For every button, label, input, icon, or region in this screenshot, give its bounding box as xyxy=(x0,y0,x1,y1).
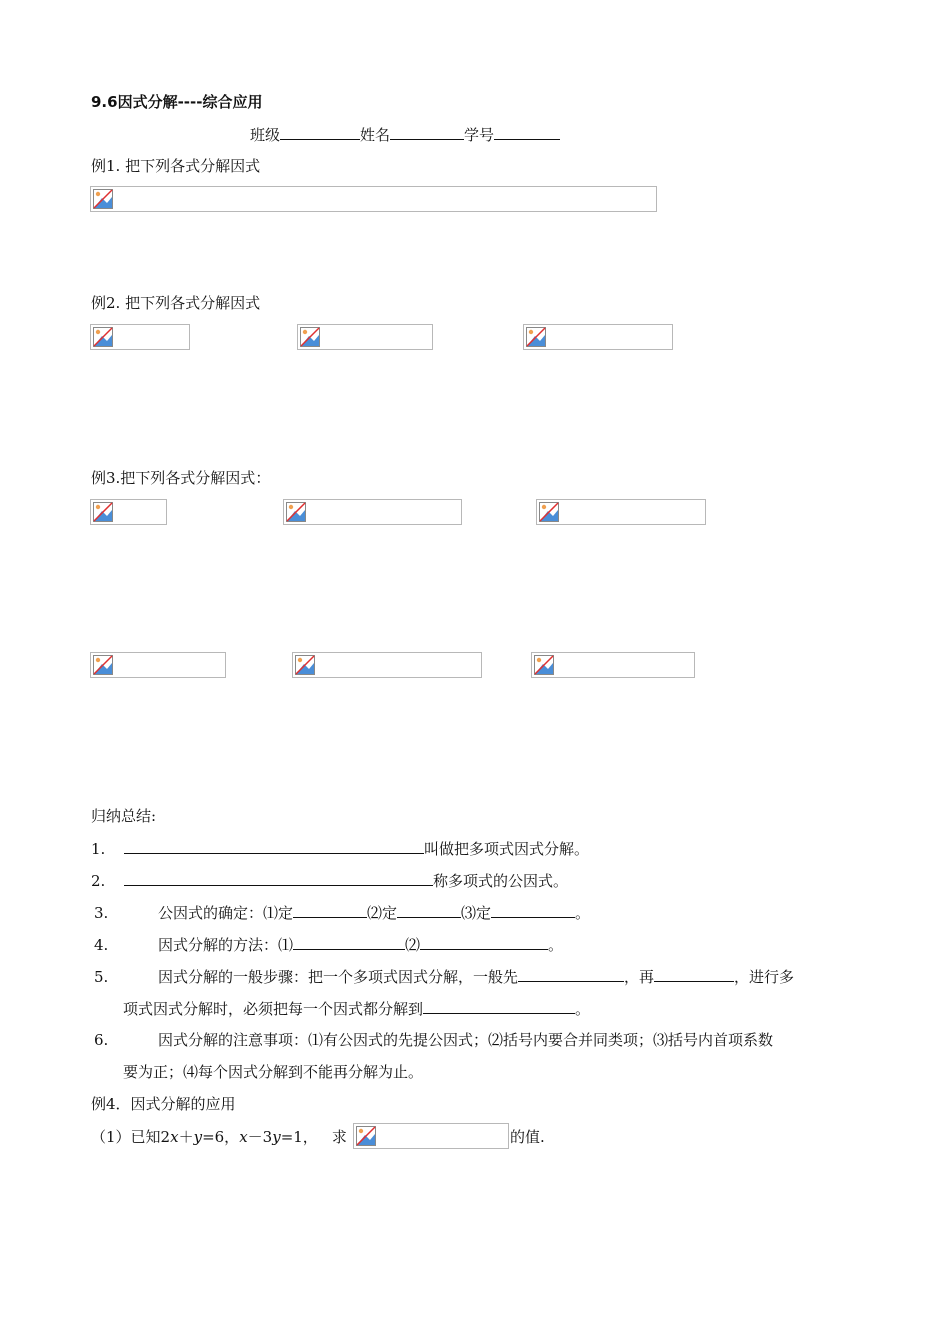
example3-formula-4 xyxy=(90,652,226,678)
fill-blank[interactable] xyxy=(124,838,424,854)
math-var: x xyxy=(170,1128,179,1146)
broken-image-icon xyxy=(534,655,554,675)
math-text: －3 xyxy=(247,1128,273,1146)
fill-blank[interactable] xyxy=(654,966,734,982)
summary-item-6 xyxy=(94,1030,773,1050)
example3-formula-2 xyxy=(283,499,462,525)
id-blank[interactable] xyxy=(494,124,560,140)
summary-item-1 xyxy=(91,838,589,859)
item-text: 项式因式分解时，必须把每一个因式都分解到 xyxy=(123,1000,424,1018)
broken-image-icon xyxy=(300,327,320,347)
example2-formula-1 xyxy=(90,324,190,350)
item-text: 因式分解的方法：⑴ xyxy=(158,936,294,954)
item-text: 因式分解的注意事项：⑴有公因式的先提公因式；⑵括号内要合并同类项；⑶括号内首项系数 xyxy=(158,1031,774,1049)
item-text: 。 xyxy=(575,1000,591,1018)
question-ask: 求 xyxy=(331,1128,347,1146)
broken-image-icon xyxy=(93,655,113,675)
example1-formula-image xyxy=(90,186,657,212)
item-text: 因式分解的一般步骤：把一个多项式因式分解，一般先 xyxy=(158,968,519,986)
class-label: 班级 xyxy=(250,126,281,144)
question-prefix: （1）已知 xyxy=(91,1128,161,1146)
name-label: 姓名 xyxy=(360,126,391,144)
broken-image-icon xyxy=(93,327,113,347)
summary-item-3 xyxy=(94,902,590,923)
summary-item-6-line2: 要为正；⑷每个因式分解到不能再分解为止。 xyxy=(123,1063,424,1081)
item-text: 。 xyxy=(548,936,564,954)
example4-suffix: 的值. xyxy=(510,1128,545,1146)
item-text: ⑵定 xyxy=(367,904,398,922)
item-text: 称多项式的公因式。 xyxy=(433,872,569,890)
example3-formula-1 xyxy=(90,499,167,525)
name-blank[interactable] xyxy=(390,124,464,140)
item-number: 3. xyxy=(94,904,109,922)
summary-item-5 xyxy=(94,966,794,987)
fill-blank[interactable] xyxy=(293,902,367,918)
example2-label: 例2. 把下列各式分解因式 xyxy=(91,294,261,312)
broken-image-icon xyxy=(286,502,306,522)
example4-label: 例4．因式分解的应用 xyxy=(91,1095,236,1113)
example4-formula-image xyxy=(353,1123,509,1149)
broken-image-icon xyxy=(93,189,113,209)
example3-formula-5 xyxy=(292,652,482,678)
fill-blank[interactable] xyxy=(124,870,433,886)
item-number: 6. xyxy=(94,1031,109,1049)
item-text: ，再 xyxy=(624,968,655,986)
broken-image-icon xyxy=(356,1126,376,1146)
broken-image-icon xyxy=(93,502,113,522)
math-text: =6， xyxy=(202,1128,240,1146)
example2-formula-3 xyxy=(523,324,673,350)
math-text: ＋ xyxy=(178,1128,194,1146)
id-label: 学号 xyxy=(464,126,495,144)
broken-image-icon xyxy=(539,502,559,522)
item-number: 2. xyxy=(91,872,106,890)
fill-blank[interactable] xyxy=(420,934,548,950)
item-text: ⑵ xyxy=(405,936,421,954)
example3-formula-3 xyxy=(536,499,706,525)
summary-item-2 xyxy=(91,870,568,891)
item-text: 叫做把多项式因式分解。 xyxy=(424,840,590,858)
example4-question-1 xyxy=(91,1127,347,1147)
item-text: ⑶定 xyxy=(461,904,492,922)
item-number: 1. xyxy=(91,840,106,858)
fill-blank[interactable] xyxy=(423,998,575,1014)
math-var: y xyxy=(272,1128,281,1146)
broken-image-icon xyxy=(526,327,546,347)
item-number: 4. xyxy=(94,936,109,954)
page-title: 9.6因式分解----综合应用 xyxy=(91,93,263,111)
example1-label: 例1. 把下列各式分解因式 xyxy=(91,157,261,175)
summary-heading: 归纳总结: xyxy=(91,807,157,825)
math-text: =1， xyxy=(280,1128,318,1146)
fill-blank[interactable] xyxy=(397,902,461,918)
example3-formula-6 xyxy=(531,652,695,678)
fill-blank[interactable] xyxy=(491,902,575,918)
item-text: 。 xyxy=(575,904,591,922)
item-number: 5. xyxy=(94,968,109,986)
item-text: ，进行多 xyxy=(734,968,795,986)
student-info-line xyxy=(250,124,560,145)
math-var: y xyxy=(193,1128,203,1146)
class-blank[interactable] xyxy=(280,124,360,140)
fill-blank[interactable] xyxy=(293,934,405,950)
item-text: 公因式的确定：⑴定 xyxy=(158,904,294,922)
math-var: x xyxy=(239,1128,248,1146)
example2-formula-2 xyxy=(297,324,433,350)
example3-label: 例3.把下列各式分解因式： xyxy=(91,469,271,487)
math-text: 2 xyxy=(160,1128,171,1146)
broken-image-icon xyxy=(295,655,315,675)
summary-item-4 xyxy=(94,934,563,955)
summary-item-5-line2 xyxy=(123,998,590,1019)
fill-blank[interactable] xyxy=(518,966,624,982)
